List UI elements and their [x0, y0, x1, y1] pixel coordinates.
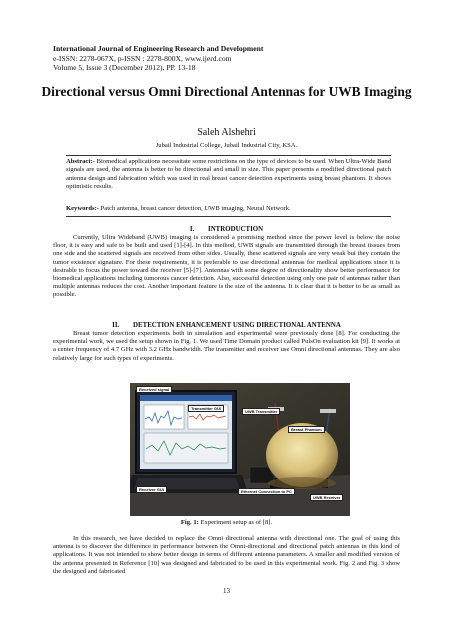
journal-issn: e-ISSN: 2278-067X, p-ISSN : 2278-800X, www.ijerd.com: [53, 53, 232, 63]
abstract-top-rule: [66, 155, 391, 156]
figure-caption-label: Fig. 1:: [180, 519, 199, 526]
label-uwb-receiver: UWB Receiver: [310, 494, 343, 501]
research-paragraph: In this research, we have decided to replace the Omni directional antenna with directional one. The goal of using this antenna is to discover the difference in performance between the Omni-directional and directional patch antennas in this kind of applications. It was not intended to show better design in terms of different antenna parameters. A smaller and modified version of the antenna presented in Reference [10] was designed and fabricated to be used in this experimental work. Fig. 2 and Fig. 3 show the designed and fabricated: [53, 535, 400, 575]
journal-volume: Volume 5, Issue 3 (December 2012), PP. 13-18: [53, 63, 196, 72]
label-uwb-transmitter: UWB Transmitter: [242, 408, 280, 415]
label-received-signal: Received signal: [136, 386, 172, 393]
keywords-label: Keywords:-: [66, 205, 99, 212]
section-heading-introduction: I. INTRODUCTION: [189, 226, 264, 233]
label-ethernet-connection: Ethernet Connection to PC: [238, 488, 295, 495]
label-breast-phantom: Breast Phantom: [288, 426, 325, 433]
keywords-text: Patch antenna, breast cancer detection, UWB imaging, Neural Network.: [98, 205, 291, 212]
label-receiver-gui: Receiver GUI: [136, 486, 167, 493]
abstract-bottom-rule: [66, 216, 391, 217]
author-affiliation: Jubail Industrial College, Jubail Industrial City, KSA.: [155, 142, 298, 149]
section-heading-detection: II. DETECTION ENHANCEMENT USING DIRECTIONAL ANTENNA: [112, 322, 341, 329]
abstract-text: Biomedical applications necessitate some restrictions on the type of devices to be used. When Ultra-Wide Band signals are used, the antenna is better to be directional and small in size. This paper presents a modified directional patch antenna design and fabrication which was used in real breast cancer detection experiments using breast phantom. It shows optimistic results.: [66, 158, 391, 190]
journal-header: [53, 44, 413, 73]
experiment-setup-photo: [130, 383, 350, 516]
author-name: Saleh Alshehri: [197, 127, 256, 138]
abstract-label: Abstract:-: [66, 158, 95, 165]
paper-title: Directional versus Omni Directional Antennas for UWB Imaging: [41, 84, 412, 99]
label-transmitter-gui: Transmitter GUI: [188, 405, 224, 412]
figure-caption-text: Experiment setup as of [8].: [198, 519, 273, 526]
detection-paragraph: Breast tumor detection experiments both in simulation and experimental were previously done [8]. For conducting the experimental work, we used the setup shown in Fig. 1. We used Time Domain product called PulsOn evaluation kit [9]. It works at a center frequency of 4.7 GHz with 3.2 GHz bandwidth. The transmitter and receiver use Omni directional antennas. They are also relatively large for such types of experiments.: [53, 330, 400, 362]
keywords: [66, 205, 391, 213]
introduction-paragraph: Currently, Ultra Wideband (UWB) imaging is considered a promising method since the power level is below the noise floor, it is easy and safe to be built and used [1]-[4]. In this method, UWB signals are transmitted through the breast tissues from one side and the scattered signals are received from other sides. Usually, these scattered signals are very weak but they contain the tumor existence signature. For these requirements, it is preferable to use directional antennas for medical applications since it is desirable to focus the power toward the receiver [5]-[7]. Antennas with some degree of directionality show better performance for biomedical applications including tumorous cancer detection. Also, successful detection using only one pair of antennas rather than multiple antennas reduces the cost. Another important feature is the size of the antenna. It is clear that it is better to be as small as possible.: [53, 234, 400, 299]
journal-name: International Journal of Engineering Research and Development: [53, 44, 264, 53]
page-number: 13: [223, 587, 230, 595]
figure-caption: [53, 519, 400, 527]
abstract: [66, 158, 391, 191]
